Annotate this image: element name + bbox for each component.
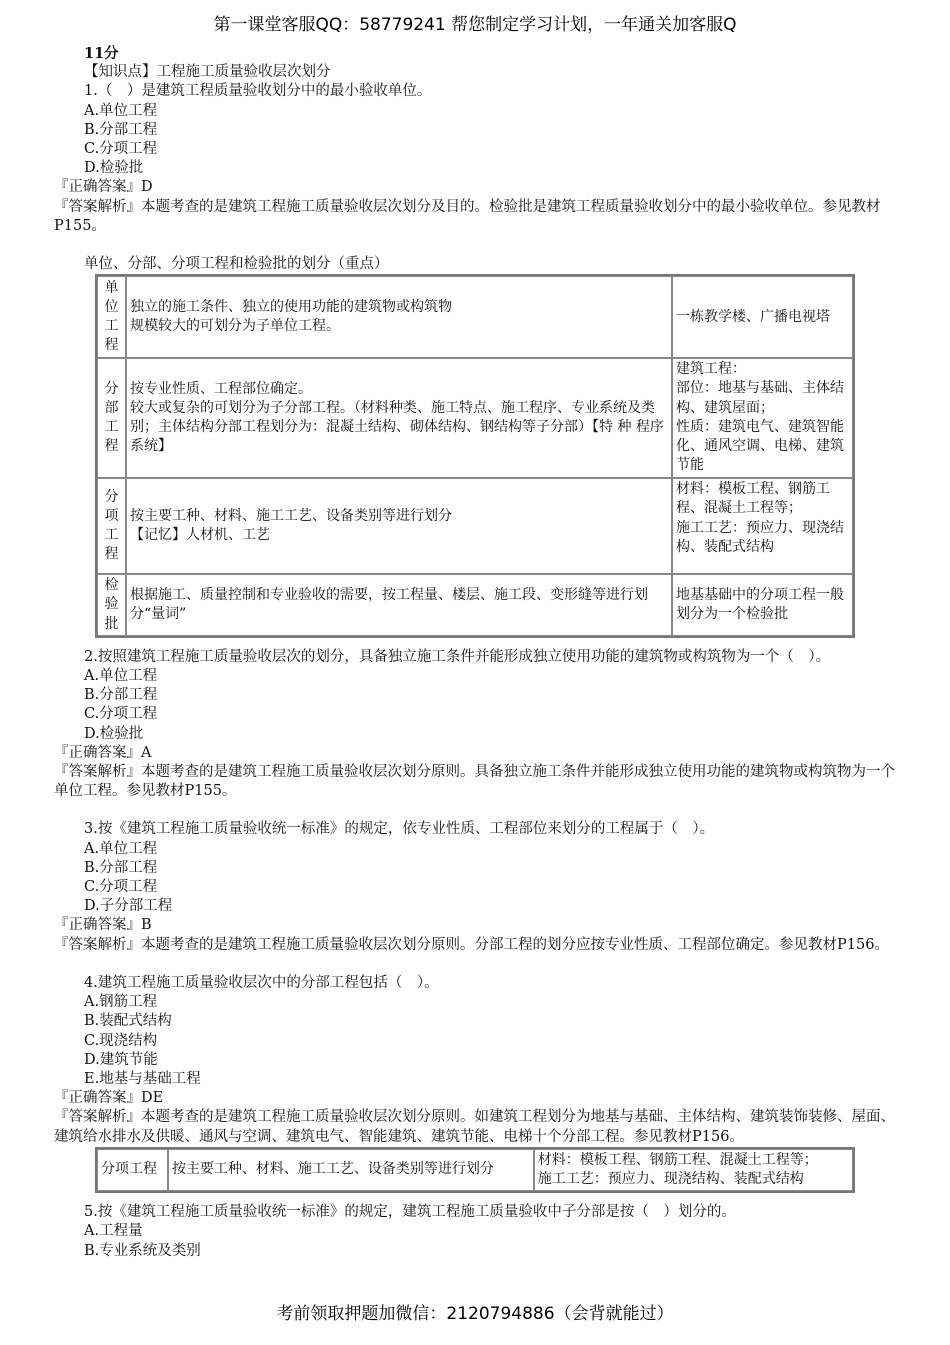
option: B.分部工程 — [84, 121, 158, 138]
question-1 — [54, 82, 900, 236]
option: B.专业系统及类别 — [84, 1242, 201, 1259]
row-name-cell: 分项工程 — [97, 478, 126, 574]
example-line: 部位：地基与基础、主体结构、建筑屋面； — [676, 380, 844, 416]
option: A.工程量 — [84, 1223, 143, 1240]
option: A.单位工程 — [84, 840, 158, 857]
desc-line: 【记忆】人材机、工艺 — [130, 527, 270, 544]
table-row — [97, 478, 853, 574]
desc-line: 规模较大的可划分为子单位工程。 — [130, 318, 340, 335]
question-stem: 3.按《建筑工程施工质量验收统一标准》的规定，依专业性质、工程部位来划分的工程属于（ ）。 — [84, 821, 715, 838]
page-footer: 考前领取押题加微信：2120794886（会背就能过） — [276, 1304, 674, 1324]
question-3 — [54, 820, 900, 954]
example-line: 一栋教学楼、广播电视塔 — [676, 308, 830, 325]
answer-analysis: 『答案解析』本题考查的是建筑工程施工质量验收层次划分原则。具备独立施工条件并能形成独立使用功能的建筑物或构筑物为一个单位工程。参见教材P155。 — [54, 764, 895, 800]
option: C.分项工程 — [84, 879, 158, 896]
row-desc-cell — [126, 478, 672, 574]
example-line: 施工工艺：预应力、现浇结构、装配式结构 — [676, 519, 844, 555]
example-line: 地基基础中的分项工程一般划分为一个检验批 — [676, 586, 844, 623]
table-title: 单位、分部、分项工程和检验批的划分（重点） — [84, 256, 389, 273]
table-row — [97, 358, 853, 478]
page-header: 第一课堂客服QQ：58779241 帮您制定学习计划，一年通关加客服Q — [213, 15, 737, 35]
option: C.分项工程 — [84, 706, 158, 723]
option: A.单位工程 — [84, 668, 158, 685]
example-line: 材料：模板工程、钢筋工程、混凝土工程等； — [676, 481, 830, 517]
row-name-cell: 分部工程 — [97, 358, 126, 478]
correct-answer: 『正确答案』B — [54, 917, 152, 934]
option: D.检验批 — [84, 160, 144, 177]
question-5 — [54, 1203, 900, 1261]
question-stem: 4.建筑工程施工质量验收层次中的分部工程包括（ ）。 — [84, 974, 439, 991]
row-name-cell: 分项工程 — [97, 1149, 168, 1191]
row-name-cell: 检验批 — [97, 574, 126, 636]
row-example-cell — [672, 358, 853, 478]
question-2 — [54, 648, 900, 802]
option: C.分项工程 — [84, 141, 158, 158]
option: B.分部工程 — [84, 859, 158, 876]
question-4 — [54, 974, 900, 1147]
row-desc-cell — [126, 574, 672, 636]
row-desc-cell — [126, 276, 672, 358]
option: B.分部工程 — [84, 687, 158, 704]
table-row — [97, 574, 853, 636]
division-table — [95, 274, 855, 638]
option: E.地基与基础工程 — [84, 1070, 201, 1087]
answer-analysis: 『答案解析』本题考查的是建筑工程施工质量验收层次划分原则。分部工程的划分应按专业性质、工程部位确定。参见教材P156。 — [54, 936, 889, 953]
correct-answer: 『正确答案』DE — [54, 1090, 164, 1107]
row-example-cell — [672, 276, 853, 358]
subitem-table — [95, 1147, 855, 1193]
option: D.检验批 — [84, 725, 144, 742]
table-row — [97, 276, 853, 358]
answer-analysis: 『答案解析』本题考查的是建筑工程施工质量验收层次划分及目的。检验批是建筑工程质量验收划分中的最小验收单位。参见教材P155。 — [54, 198, 881, 234]
desc-line: 按专业性质、工程部位确定。 — [130, 380, 312, 397]
question-stem: 2.按照建筑工程施工质量验收层次的划分，具备独立施工条件并能形成独立使用功能的建筑物或构筑物为一个（ ）。 — [84, 648, 831, 665]
example-line: 性质：建筑电气、建筑智能化、通风空调、电梯、建筑节能 — [676, 418, 844, 474]
desc-line: 根据施工、质量控制和专业验收的需要，按工程量、楼层、施工段、变形缝等进行划分“量词” — [130, 586, 648, 623]
desc-line: 独立的施工条件、独立的使用功能的建筑物或构筑物 — [130, 299, 452, 316]
desc-line: 按主要工种、材料、施工工艺、设备类别等进行划分 — [130, 508, 452, 525]
question-stem: 1.（ ）是建筑工程质量验收划分中的最小验收单位。 — [84, 83, 432, 100]
row-example-cell — [672, 574, 853, 636]
row-name-cell: 单位工程 — [97, 276, 126, 358]
correct-answer: 『正确答案』D — [54, 179, 153, 196]
option: B.装配式结构 — [84, 1013, 172, 1030]
desc-line: 较大或复杂的可划分为子分部工程。（材料种类、施工特点、施工程序、专业系统及类别；主体结构分部工程划分为：混凝土结构、砌体结构、钢结构等子分部）【特 种 程序 系统】 — [130, 400, 664, 455]
correct-answer: 『正确答案』A — [54, 744, 152, 761]
option: C.现浇结构 — [84, 1032, 158, 1049]
row-desc-cell: 按主要工种、材料、施工工艺、设备类别等进行划分 — [168, 1149, 534, 1191]
answer-analysis: 『答案解析』本题考查的是建筑工程施工质量验收层次划分原则。如建筑工程划分为地基与基础、主体结构、建筑装饰装修、屋面、建筑给水排水及供暖、通风与空调、建筑电气、智能建筑、建筑节能、电梯十个分部工程。参见教材P156。 — [54, 1109, 895, 1145]
knowledge-point-title: 【知识点】工程施工质量验收层次划分 — [84, 64, 331, 81]
option: D.建筑节能 — [84, 1051, 158, 1068]
score-label: 11分 — [84, 45, 119, 62]
question-stem: 5.按《建筑工程施工质量验收统一标准》的规定，建筑工程施工质量验收中子分部是按（ ）划分的。 — [84, 1204, 736, 1221]
option: A.钢筋工程 — [84, 994, 158, 1011]
row-desc-cell — [126, 358, 672, 478]
option: A.单位工程 — [84, 102, 158, 119]
example-line: 建筑工程： — [676, 361, 746, 378]
document-body — [54, 44, 900, 1261]
example-line: 施工工艺：预应力、现浇结构、装配式结构 — [537, 1170, 804, 1187]
row-example-cell — [672, 478, 853, 574]
example-line: 材料：模板工程、钢筋工程、混凝土工程等； — [537, 1151, 818, 1168]
table-row — [97, 1149, 853, 1191]
row-example-cell — [534, 1149, 853, 1191]
option: D.子分部工程 — [84, 898, 173, 915]
